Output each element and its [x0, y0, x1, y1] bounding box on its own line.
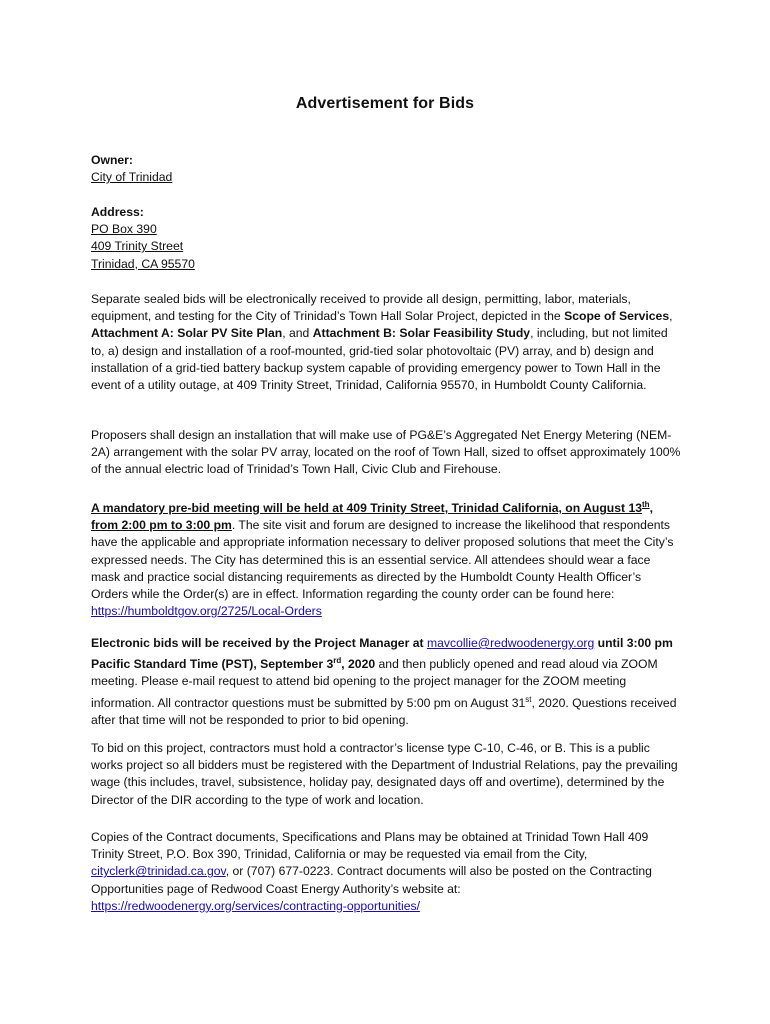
document-title: Advertisement for Bids: [295, 95, 475, 112]
scope-text-e: , including, but not limited to, a) design and installation of a roof-mounted, grid-tied solar photovoltaic (PV) array, and b) design and installation of a grid-tied battery backup system capable of providing emergency power to Town Hall in the event of a utility outage, at 409 Trinity Street, Trinidad, California 95570, in Humboldt County California.: [91, 326, 668, 393]
address-section: [91, 204, 681, 273]
city-clerk-email-link[interactable]: cityclerk@trinidad.ca.gov: [91, 864, 226, 879]
prebid-sup: th: [642, 500, 650, 509]
address-label: Address:: [91, 205, 144, 219]
owner-section: [91, 152, 681, 186]
prebid-time: , from 2:00 pm to 3:00 pm: [91, 501, 653, 533]
address-line-3: Trinidad, CA 95570: [91, 256, 195, 271]
scope-text-a: Separate sealed bids will be electronically received to provide all design, permitting, labor, materials, equipment, and testing for the City of Trinidad’s Town Hall Solar Project, depicted in the: [91, 292, 631, 324]
license-paragraph: To bid on this project, contractors must hold a contractor’s license type C-10, C-46, or B. This is a public works project so all bidders must be registered with the Department of Industrial Relations, pay the prevailing wage (this includes, travel, subsistence, holiday pay, designated days off and overtime), determined by the Director of the DIR according to the type of work and location.: [91, 741, 678, 807]
attachment-b-ref: Attachment B: Solar Feasibility Study: [312, 326, 531, 341]
attachment-a-ref: Attachment A: Solar PV Site Plan: [91, 326, 283, 341]
bids-sup: rd: [333, 656, 342, 666]
documents-paragraph: [91, 829, 681, 915]
bids-deadline: until 3:00 pm Pacific Standard Time (PST), September 3: [91, 636, 673, 672]
bids-paragraph: [91, 635, 681, 729]
questions-sup: st: [525, 694, 532, 704]
scope-paragraph: [91, 291, 681, 394]
bids-year: , 2020: [341, 657, 376, 672]
contracting-opportunities-link[interactable]: https://redwoodenergy.org/services/contracting-opportunities/: [91, 898, 421, 913]
local-orders-link[interactable]: https://humboldtgov.org/2725/Local-Orders: [91, 604, 322, 619]
proposers-paragraph: Proposers shall design an installation that will make use of PG&E’s Aggregated Net Energy Metering (NEM-2A) arrangement with the solar PV array, located on the roof of Town Hall, sized to offset approximately 100% of the annual electric load of Trinidad’s Town Hall, Civic Club and Firehouse.: [91, 428, 681, 477]
prebid-paragraph: [91, 496, 681, 620]
documents-text-a: Copies of the Contract documents, Specifications and Plans may be obtained at Trinidad Town Hall 409 Trinity Street, P.O. Box 390, Trinidad, California or may be requested via email from the City,: [91, 830, 649, 862]
bids-text-1: and then publicly opened and read aloud via ZOOM meeting. Please e-mail request to attend bid opening to the project manager for the ZOOM meeting information. All contractor questions must be submitted by 5:00 pm on August 31: [91, 657, 658, 710]
scope-text-d: , and: [282, 326, 313, 341]
prebid-heading: A mandatory pre-bid meeting will be held at 409 Trinity Street, Trinidad California, on August 13: [91, 501, 643, 516]
owner-label: Owner:: [91, 153, 133, 167]
project-manager-email-link[interactable]: mavcollie@redwoodenergy.org: [426, 636, 595, 650]
scope-of-services-ref: Scope of Services: [564, 309, 670, 324]
address-line-1: PO Box 390: [91, 222, 157, 237]
owner-name: City of Trinidad: [91, 170, 173, 185]
prebid-text: . The site visit and forum are designed to increase the likelihood that respondents have the applicable and appropriate information necessary to deliver proposed solutions that meet the City’s expressed needs. The City has determined this is an essential service. All attendees should wear a face mask and practice social distancing requirements as directed by the Humboldt County Health Officer’s Orders while the Order(s) are in effect. Information regarding the county order can be found here:: [91, 518, 674, 602]
bids-heading: Electronic bids will be received by the Project Manager at: [91, 636, 427, 650]
bids-text-2: , 2020. Questions received after that time will not be responded to prior to bid opening.: [91, 695, 677, 727]
address-line-2: 409 Trinity Street: [91, 239, 184, 254]
scope-text-c: ,: [669, 309, 673, 324]
documents-text-b: , or (707) 677-0223. Contract documents will also be posted on the Contracting Opportunities page of Redwood Coast Energy Authority’s website at:: [91, 864, 652, 896]
